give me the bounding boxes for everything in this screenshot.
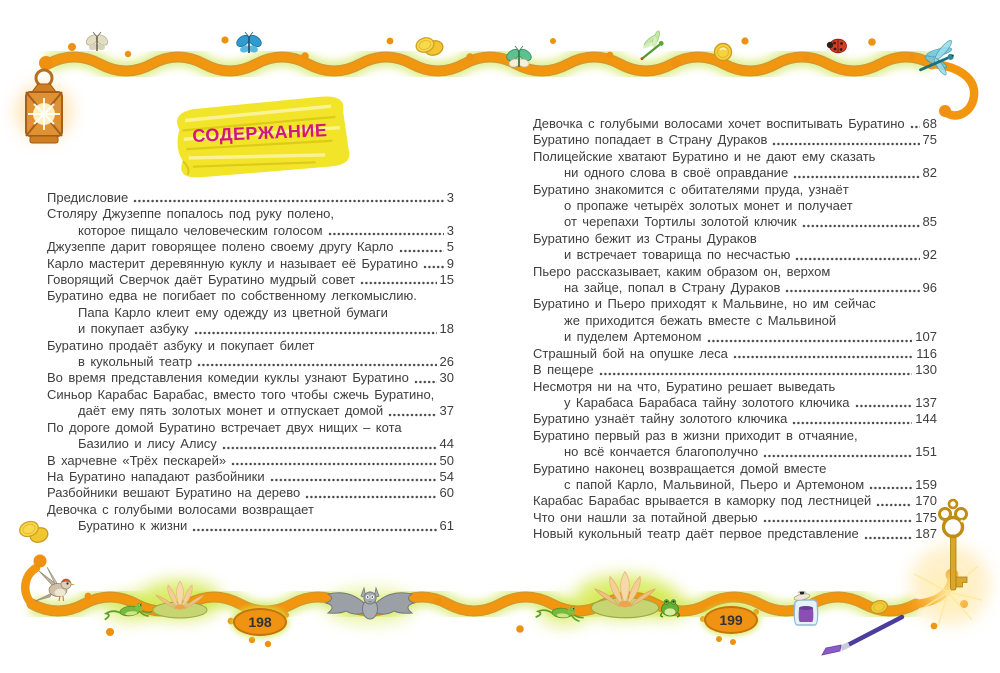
toc-line xyxy=(47,453,454,469)
toc-line xyxy=(47,502,454,518)
toc-item-text: В харчевне «Трёх пескарей» xyxy=(47,452,227,468)
dot-leader xyxy=(133,199,444,203)
toc-item-text: Несмотря ни на что, Буратино решает выведать xyxy=(533,378,836,394)
toc-item-text: Буратино первый раз в жизни приходит в отчаяние, xyxy=(533,427,858,443)
dot-leader xyxy=(305,495,436,499)
toc-line xyxy=(47,469,454,485)
toc-item-text: Во время представления комедии куклы узнают Буратино xyxy=(47,370,409,386)
dot-leader xyxy=(197,363,436,367)
toc-entry xyxy=(533,362,937,378)
toc-entry xyxy=(533,264,937,297)
toc-line xyxy=(533,526,937,542)
toc-line xyxy=(533,510,937,526)
toc-item-text: Девочка с голубыми волосами хочет воспитывать Буратино xyxy=(533,116,905,131)
toc-page-number: 92 xyxy=(922,247,937,263)
toc-item-text: Буратино узнаёт тайну золотого ключика xyxy=(533,411,788,427)
toc-line xyxy=(533,198,937,214)
dot-leader xyxy=(414,380,437,384)
toc-item-text: у Карабаса Барабаса тайну золотого ключика xyxy=(564,394,850,410)
toc-line xyxy=(47,403,454,419)
toc-line xyxy=(533,395,937,411)
toc-line xyxy=(47,420,454,436)
dot-leader xyxy=(763,454,912,458)
toc-item-text: Разбойники вешают Буратино на дерево xyxy=(47,485,301,501)
toc-page-number: 15 xyxy=(439,272,454,288)
gold-coin-icon xyxy=(715,44,732,61)
toc-item-text: Синьор Карабас Барабас, вместо того чтобы сжечь Буратино, xyxy=(47,386,435,402)
toc-line xyxy=(47,485,454,501)
dot-leader xyxy=(192,528,436,532)
dot-leader xyxy=(772,142,919,146)
toc-page-number: 159 xyxy=(915,476,937,492)
toc-line xyxy=(47,321,454,337)
toc-item-text: Полицейские хватают Буратино и не дают ему сказать xyxy=(533,148,876,164)
toc-entry xyxy=(47,469,454,485)
toc-line xyxy=(533,296,937,312)
toc-item-text: Новый кукольный театр даёт первое представление xyxy=(533,526,859,542)
toc-page-number: 96 xyxy=(922,280,937,296)
toc-entry xyxy=(47,502,454,535)
toc-entry xyxy=(533,132,937,148)
toc-item-text: Буратино знакомится с обитателями пруда, узнаёт xyxy=(533,181,849,197)
toc-entry xyxy=(47,387,454,420)
toc-item-text: По дороге домой Буратино встречает двух нищих – кота xyxy=(47,419,402,435)
toc-page-number: 170 xyxy=(915,493,937,509)
toc-line xyxy=(533,165,937,181)
gold-coins-icon xyxy=(18,519,50,545)
toc-page-number: 37 xyxy=(439,403,454,419)
toc-item-text: и встречает товарища по несчастью xyxy=(564,247,791,263)
toc-line xyxy=(47,305,454,321)
dot-leader xyxy=(864,536,913,540)
toc-item-text: Буратино и Пьеро приходят к Мальвине, но им сейчас xyxy=(533,296,876,312)
toc-line xyxy=(47,256,454,272)
toc-line xyxy=(533,280,937,296)
toc-line xyxy=(533,313,937,329)
toc-item-text: Карло мастерит деревянную куклу и называет её Буратино xyxy=(47,255,418,271)
paintbrush-icon xyxy=(822,617,902,655)
toc-entry xyxy=(47,206,454,239)
toc-item-text: Буратино бежит из Страны Дураков xyxy=(533,230,757,246)
toc-line xyxy=(533,444,937,460)
toc-line xyxy=(533,346,937,362)
toc-page-number: 137 xyxy=(915,394,937,410)
toc-page-number: 107 xyxy=(915,329,937,345)
toc-line xyxy=(533,461,937,477)
toc-line xyxy=(533,379,937,395)
toc-item-text: на зайце, попал в Страну Дураков xyxy=(564,280,781,296)
toc-item-text: В пещере xyxy=(533,362,594,378)
toc-line xyxy=(47,272,454,288)
lantern-icon xyxy=(16,70,72,143)
dot-leader xyxy=(399,249,444,253)
toc-page-number: 26 xyxy=(439,354,454,370)
toc-entry xyxy=(47,420,454,453)
toc-entry xyxy=(533,346,937,362)
toc-page-number: 82 xyxy=(922,165,937,181)
dot-leader xyxy=(270,478,437,482)
toc-item-text: с папой Карло, Мальвиной, Пьеро и Артемоном xyxy=(564,476,865,492)
toc-item-text: Пьеро рассказывает, каким образом он, верхом xyxy=(533,263,831,279)
toc-item-text: ни одного слова в своё оправдание xyxy=(564,165,789,181)
toc-page-number: 9 xyxy=(446,255,454,271)
toc-page-number: 18 xyxy=(439,321,454,337)
toc-page-number: 175 xyxy=(915,509,937,525)
toc-item-text: о пропаже четырёх золотых монет и получает xyxy=(564,198,853,214)
toc-line xyxy=(47,223,454,239)
toc-item-text: Карабас Барабас врывается в каморку под лестницей xyxy=(533,493,872,509)
toc-item-text: Джузеппе дарит говорящее полено своему другу Карло xyxy=(47,239,394,255)
toc-line xyxy=(533,411,937,427)
dot-leader xyxy=(795,257,919,261)
dot-leader xyxy=(360,281,436,285)
toc-item-text: Буратино едва не погибает по собственному легкомыслию. xyxy=(47,288,417,304)
dot-leader xyxy=(707,339,913,343)
toc-entry xyxy=(533,296,937,345)
toc-item-text: На Буратино нападают разбойники xyxy=(47,468,265,484)
toc-page-number: 187 xyxy=(915,526,937,542)
toc-entry xyxy=(47,256,454,272)
toc-entry xyxy=(533,411,937,427)
toc-line xyxy=(533,132,937,148)
toc-item-text: Страшный бой на опушке леса xyxy=(533,345,728,361)
toc-entry xyxy=(47,288,454,337)
toc-entry xyxy=(533,379,937,412)
dot-leader xyxy=(792,421,912,425)
dot-leader xyxy=(423,265,444,269)
gold-coins-icon xyxy=(414,36,444,58)
toc-entry xyxy=(533,526,937,542)
toc-line xyxy=(47,190,454,206)
toc-entry xyxy=(533,116,937,132)
toc-entry xyxy=(533,510,937,526)
toc-page-number: 85 xyxy=(922,214,937,230)
toc-item-text: Папа Карло клеит ему одежду из цветной бумаги xyxy=(78,304,388,320)
dot-leader xyxy=(869,486,912,490)
toc-entry xyxy=(533,461,937,494)
dot-leader xyxy=(802,224,920,228)
sparrow-icon xyxy=(35,567,75,601)
toc-line xyxy=(533,149,937,165)
toc-page-number: 75 xyxy=(922,132,937,148)
toc-line xyxy=(47,387,454,403)
dot-leader xyxy=(910,125,920,129)
toc-page-number: 130 xyxy=(915,362,937,378)
dot-leader xyxy=(855,404,913,408)
toc-item-text: от черепахи Тортилы золотой ключик xyxy=(564,214,797,230)
toc-entry xyxy=(47,370,454,386)
toc-page-number: 144 xyxy=(915,411,937,427)
toc-item-text: в кукольный театр xyxy=(78,354,193,370)
toc-column-left xyxy=(47,190,454,535)
toc-item-text: Буратино к жизни xyxy=(78,518,188,534)
toc-page-number: 5 xyxy=(446,239,454,255)
toc-line xyxy=(533,214,937,230)
page-number-right: 199 xyxy=(704,606,758,634)
toc-entry xyxy=(533,231,937,264)
toc-entry xyxy=(47,485,454,501)
toc-page-number: 68 xyxy=(922,116,937,131)
toc-item-text: Что они нашли за потайной дверью xyxy=(533,509,758,525)
toc-page-number: 3 xyxy=(446,190,454,205)
toc-entry xyxy=(533,428,937,461)
toc-item-text: же приходится бежать вместе с Мальвиной xyxy=(564,312,837,328)
blue-butterfly-icon xyxy=(235,32,264,54)
toc-entry xyxy=(47,338,454,371)
toc-line xyxy=(533,264,937,280)
toc-page-number: 54 xyxy=(439,468,454,484)
toc-page-number: 151 xyxy=(915,444,937,460)
toc-line xyxy=(533,231,937,247)
toc-entry xyxy=(47,239,454,255)
dot-leader xyxy=(222,446,437,450)
toc-item-text: Базилио и лису Алису xyxy=(78,436,217,452)
toc-page-number: 60 xyxy=(439,485,454,501)
dot-leader xyxy=(793,175,919,179)
toc-item-text: но всё кончается благополучно xyxy=(564,444,759,460)
toc-item-text: Буратино наконец возвращается домой вместе xyxy=(533,460,827,476)
contents-banner xyxy=(164,92,355,182)
toc-item-text: которое пищало человеческим голосом xyxy=(78,222,323,238)
dot-leader xyxy=(231,462,436,466)
green-dragonfly-icon xyxy=(635,29,666,60)
toc-line xyxy=(47,288,454,304)
toc-line xyxy=(47,338,454,354)
toc-line xyxy=(47,239,454,255)
dot-leader xyxy=(599,372,913,376)
toc-line xyxy=(47,518,454,534)
toc-line xyxy=(533,116,937,132)
dot-leader xyxy=(785,289,919,293)
toc-item-text: Девочка с голубыми волосами возвращает xyxy=(47,501,314,517)
dot-leader xyxy=(194,331,437,335)
dot-leader xyxy=(763,519,913,523)
toc-entry xyxy=(47,190,454,206)
moth-icon xyxy=(84,32,109,51)
toc-item-text: и покупает азбуку xyxy=(78,321,189,337)
toc-page-number: 44 xyxy=(439,436,454,452)
toc-item-text: Предисловие xyxy=(47,190,129,205)
toc-page-number: 61 xyxy=(439,518,454,534)
toc-column-right xyxy=(533,116,937,543)
contents-title: СОДЕРЖАНИЕ xyxy=(191,120,328,146)
toc-entry xyxy=(47,453,454,469)
toc-page-number: 3 xyxy=(446,222,454,238)
toc-item-text: Буратино попадает в Страну Дураков xyxy=(533,132,768,148)
toc-line xyxy=(47,370,454,386)
toc-item-text: даёт ему пять золотых монет и отпускает домой xyxy=(78,403,384,419)
dot-leader xyxy=(876,503,912,507)
toc-item-text: и пуделем Артемоном xyxy=(564,329,702,345)
toc-line xyxy=(47,436,454,452)
toc-line xyxy=(533,247,937,263)
toc-line xyxy=(47,206,454,222)
toc-line xyxy=(533,493,937,509)
toc-page-number: 116 xyxy=(916,345,937,361)
toc-line xyxy=(533,477,937,493)
dot-leader xyxy=(328,232,444,236)
dot-leader xyxy=(388,413,436,417)
page-number-left: 198 xyxy=(233,608,287,636)
toc-line xyxy=(533,362,937,378)
toc-page-number: 50 xyxy=(439,452,454,468)
toc-item-text: Столяру Джузеппе попалось под руку полено, xyxy=(47,206,334,222)
ladybug-icon xyxy=(827,37,850,53)
toc-line xyxy=(533,329,937,345)
toc-item-text: Говорящий Сверчок даёт Буратино мудрый совет xyxy=(47,272,356,288)
toc-entry xyxy=(533,182,937,231)
toc-line xyxy=(533,182,937,198)
toc-entry xyxy=(533,149,937,182)
toc-page-number: 30 xyxy=(439,370,454,386)
toc-line xyxy=(533,428,937,444)
toc-entry xyxy=(47,272,454,288)
dot-leader xyxy=(733,355,913,359)
toc-line xyxy=(47,354,454,370)
toc-entry xyxy=(533,493,937,509)
toc-item-text: Буратино продаёт азбуку и покупает билет xyxy=(47,337,315,353)
